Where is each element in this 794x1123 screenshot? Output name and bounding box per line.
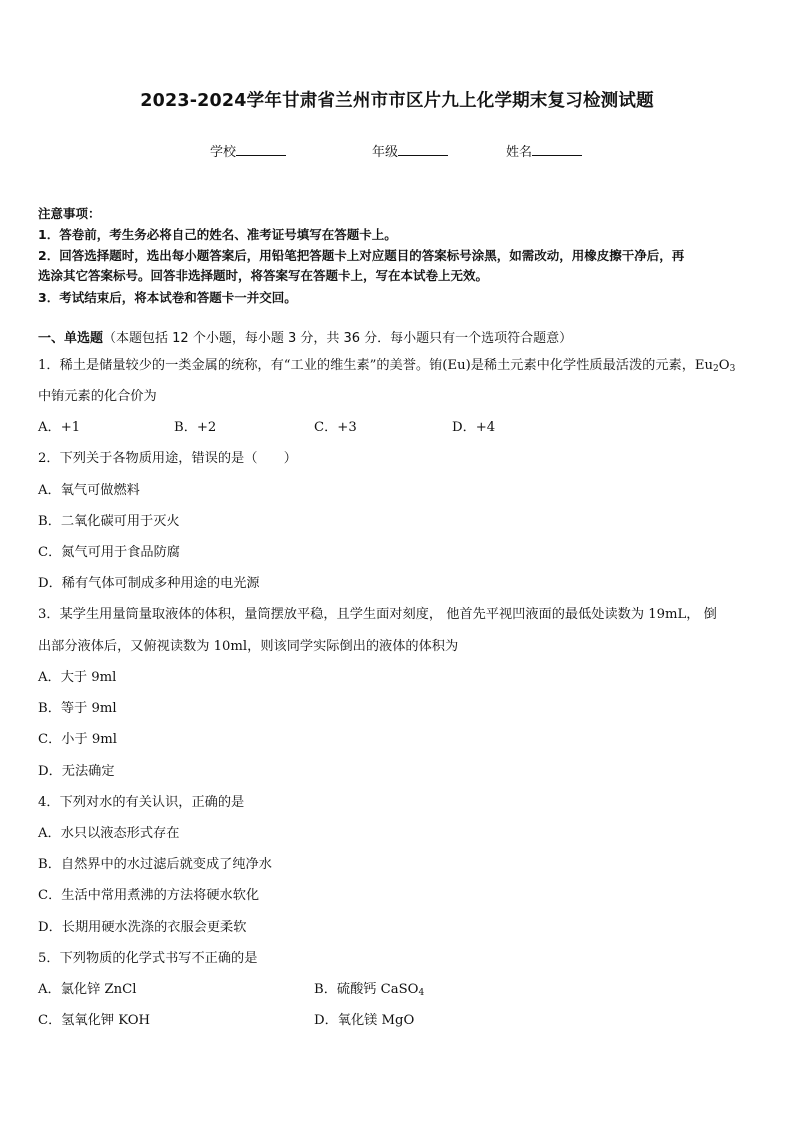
section-title: 一、单选题: [38, 331, 104, 346]
question-2-option: B．二氧化碳可用于灭火: [38, 514, 180, 529]
question-1-option: A．+1: [38, 420, 81, 435]
question-1-option: D．+4: [452, 420, 496, 435]
notice-item: 1．答卷前，考生务必将自己的姓名、准考证号填写在答题卡上。: [38, 227, 397, 242]
notice-item: 3．考试结束后，将本试卷和答题卡一并交回。: [38, 290, 297, 305]
question-4-option: C．生活中常用煮沸的方法将硬水软化: [38, 888, 260, 903]
school-label: 学校: [210, 145, 237, 160]
question-1-stem-continued: 中铕元素的化合价为: [38, 389, 157, 404]
question-2-option: D．稀有气体可制成多种用途的电光源: [38, 576, 260, 591]
section-heading: [38, 327, 572, 346]
question-3-option: B．等于 9ml: [38, 701, 117, 716]
notice-item: 2．回答选择题时，选出每小题答案后，用铅笔把答题卡上对应题目的答案标号涂黑，如需改动，用橡皮擦干净后，再: [38, 248, 685, 263]
question-3-stem-continued: 出部分液体后，又俯视读数为 10ml，则该同学实际倒出的液体的体积为: [38, 639, 459, 654]
question-4-option: A．水只以液态形式存在: [38, 826, 180, 841]
grade-blank: [398, 143, 448, 156]
question-5-option: B．硫酸钙 CaSO$_4$: [314, 982, 425, 998]
question-5-option: A．氯化锌 ZnCl: [38, 982, 137, 997]
question-4-option: D．长期用硬水洗涤的衣服会更柔软: [38, 920, 247, 935]
name-label: 姓名: [506, 145, 533, 160]
page-title: 2023-2024学年甘肃省兰州市市区片九上化学期末复习检测试题: [140, 91, 654, 111]
question-3-option: D．无法确定: [38, 764, 115, 779]
question-2-option: C．氮气可用于食品防腐: [38, 545, 180, 560]
question-1-option: C．+3: [314, 420, 357, 435]
question-3-option: A．大于 9ml: [38, 670, 117, 685]
notice-heading: 注意事项：: [38, 206, 101, 221]
notice-item: 选涂其它答案标号。回答非选择题时，将答案写在答题卡上，写在本试卷上无效。: [38, 268, 489, 283]
name-blank: [532, 143, 582, 156]
question-5-option: C．氢氧化钾 KOH: [38, 1013, 151, 1028]
question-2-stem: 2．下列关于各物质用途，错误的是（ ）: [38, 451, 297, 466]
question-5-stem: 5．下列物质的化学式书写不正确的是: [38, 951, 258, 966]
question-4-stem: 4．下列对水的有关认识，正确的是: [38, 795, 245, 810]
question-4-option: B．自然界中的水过滤后就变成了纯净水: [38, 857, 272, 872]
section-description: （本题包括 12 个小题，每小题 3 分，共 36 分．每小题只有一个选项符合题意）: [103, 331, 573, 346]
question-5-option: D．氧化镁 MgO: [314, 1013, 415, 1028]
grade-label: 年级: [372, 145, 399, 160]
school-blank: [236, 143, 286, 156]
grade-field: [372, 141, 448, 160]
question-3-stem: 3．某学生用量筒量取液体的体积，量筒摆放平稳，且学生面对刻度， 他首先平视凹液面的最低处读数为 19mL， 倒: [38, 607, 717, 622]
name-field: [506, 141, 582, 160]
question-2-option: A．氧气可做燃料: [38, 483, 140, 498]
question-1-stem: 1．稀土是储量较少的一类金属的统称，有“工业的维生素”的美誉。铕(Eu)是稀土元素中化学性质最活泼的元素，$Eu_2O_3$: [38, 358, 736, 374]
question-1-option: B．+2: [174, 420, 217, 435]
school-field: [210, 141, 286, 160]
question-3-option: C．小于 9ml: [38, 732, 117, 747]
